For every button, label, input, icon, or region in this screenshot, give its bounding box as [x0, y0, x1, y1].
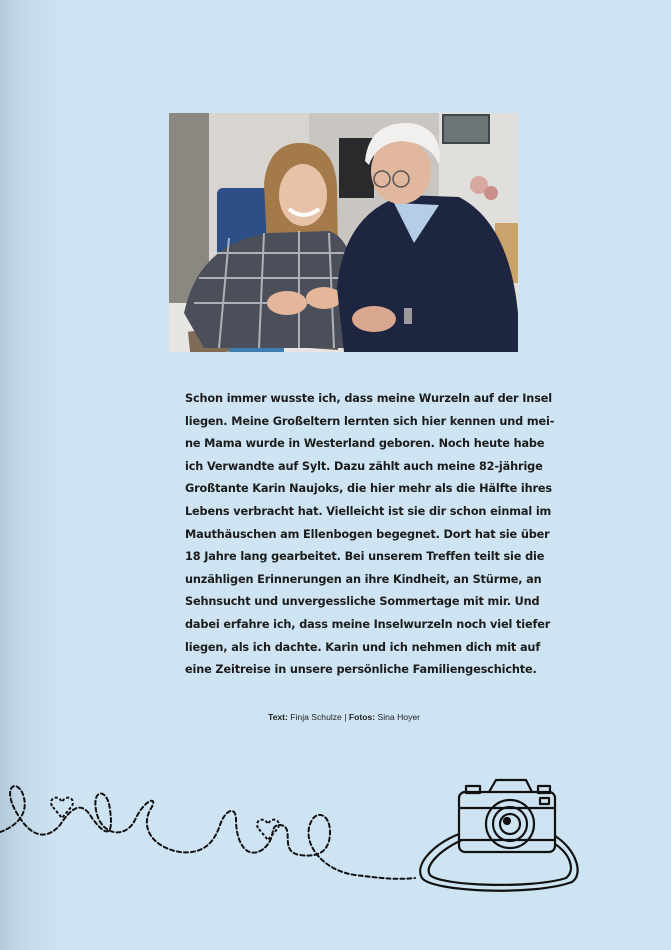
article-line: dabei erfahre ich, dass meine Inselwurzeln noch viel tiefer — [185, 617, 551, 631]
article-line: unzähligen Erinnerungen an ihre Kindheit, an Stürme, an — [185, 572, 542, 586]
article-line: eine Zeitreise in unsere persönliche Familiengeschichte. — [185, 663, 537, 677]
credit-photo-label: Fotos: — [348, 712, 376, 722]
article-body — [185, 388, 555, 682]
credit-text-author: Finja Schulze — [290, 712, 342, 722]
credit-separator: | — [344, 712, 347, 722]
credit-text-label: Text: — [267, 712, 288, 722]
article-line: Mauthäuschen am Ellenbogen begegnet. Dort hat sie über — [185, 527, 550, 541]
article-line: Lebens verbracht hat. Vielleicht ist sie dir schon einmal im — [185, 504, 552, 518]
article-line: Schon immer wusste ich, dass meine Wurzeln auf der Insel — [185, 392, 553, 405]
article-line: ne Mama wurde in Westerland geboren. Noch heute habe — [185, 437, 545, 451]
article-line: Großtante Karin Naujoks, die hier mehr als die Hälfte ihres — [185, 482, 553, 496]
article-line: liegen. Meine Großeltern lernten sich hier kennen und mei- — [185, 414, 555, 428]
photo-text-credits — [200, 712, 488, 722]
article-line: Sehnsucht und unvergessliche Sommertage mit mir. Und — [185, 595, 540, 609]
credit-photo-author: Sina Hoyer — [377, 712, 421, 722]
article-photo — [169, 113, 518, 352]
article-line: 18 Jahre lang gearbeitet. Bei unserem Treffen teilt sie die — [185, 550, 545, 564]
camera-icon — [414, 774, 584, 894]
article-line: ich Verwandte auf Sylt. Dazu zählt auch meine 82-jährige — [185, 459, 543, 473]
article-line: liegen, als ich dachte. Karin und ich nehmen dich mit auf — [185, 640, 541, 654]
